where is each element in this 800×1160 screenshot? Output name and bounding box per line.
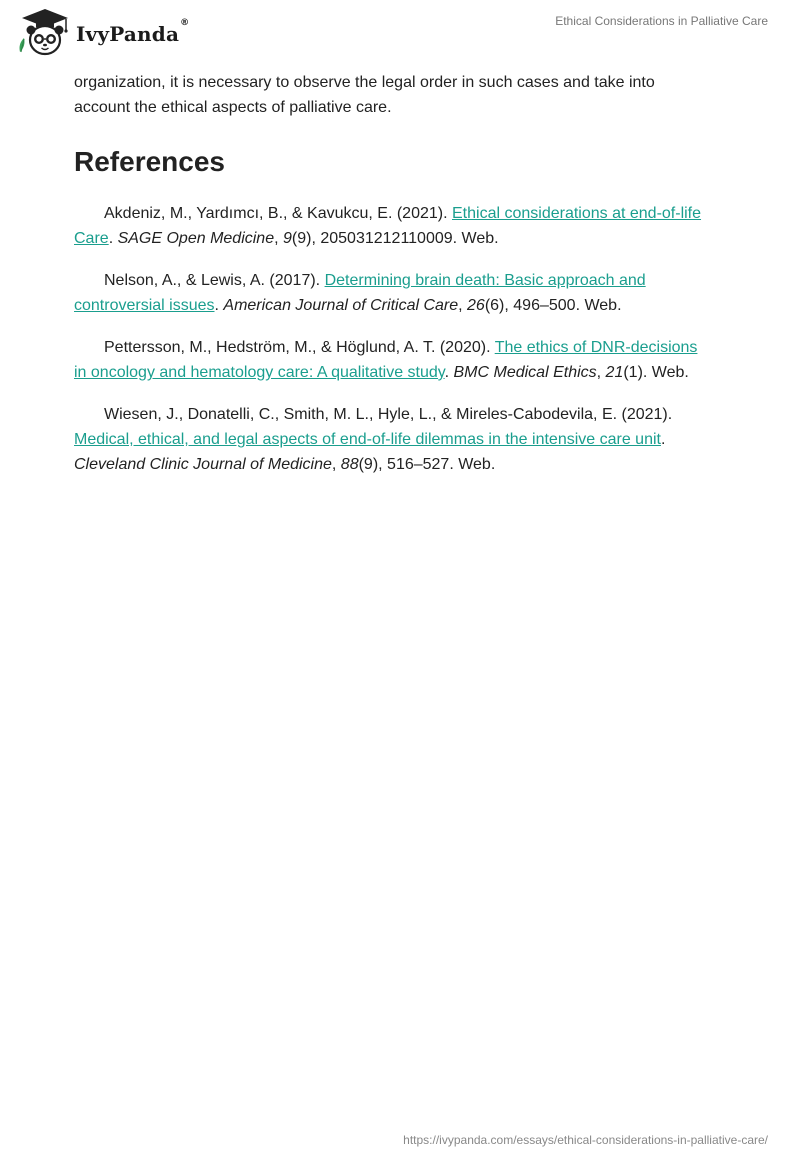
reference-authors: Wiesen, J., Donatelli, C., Smith, M. L., Hyle, L., & Mireles-Cabodevila, E. (2021). [104, 406, 673, 423]
references-list [74, 201, 714, 477]
intro-paragraph: organization, it is necessary to observe the legal order in such cases and take into account the ethical aspects of palliative care. [74, 74, 655, 116]
reference-item [74, 402, 714, 477]
reference-punct: . [214, 297, 224, 314]
document-content [74, 70, 714, 494]
reference-punct: , [458, 297, 468, 314]
reference-punct: . [444, 364, 454, 381]
reference-volume: 26 [467, 297, 485, 314]
references-heading: References [74, 146, 225, 177]
registered-mark: ® [180, 18, 190, 28]
reference-tail: (6), 496–500. Web. [484, 297, 622, 314]
reference-link[interactable]: Determining brain death: Basic approach and controversial issues [74, 272, 646, 314]
reference-link[interactable]: The ethics of DNR-decisions in oncology and hematology care: A qualitative study [74, 339, 698, 381]
reference-punct: . [660, 431, 666, 448]
reference-tail: (9), 205031212110009. Web. [291, 230, 499, 247]
reference-journal: Cleveland Clinic Journal of Medicine [74, 456, 332, 473]
source-url[interactable]: https://ivypanda.com/essays/ethical-considerations-in-palliative-care/ [403, 1133, 768, 1147]
reference-authors: Nelson, A., & Lewis, A. (2017). [104, 272, 325, 289]
document-title: Ethical Considerations in Palliative Care [555, 14, 768, 28]
reference-punct: , [596, 364, 606, 381]
reference-volume: 9 [283, 230, 292, 247]
reference-link[interactable]: Medical, ethical, and legal aspects of end-of-life dilemmas in the intensive care unit [74, 431, 661, 448]
reference-link[interactable]: Ethical considerations at end-of-life Care [74, 205, 702, 247]
reference-punct: , [274, 230, 283, 247]
reference-tail: (9), 516–527. Web. [358, 456, 496, 473]
reference-item [74, 201, 714, 251]
reference-authors: Pettersson, M., Hedström, M., & Höglund, A. T. (2020). [104, 339, 495, 356]
reference-journal: BMC Medical Ethics [453, 364, 597, 381]
page-header [0, 0, 800, 66]
brand-logo[interactable] [14, 8, 189, 58]
reference-tail: (1). Web. [623, 364, 689, 381]
panda-graduate-logo-icon [14, 8, 76, 58]
reference-item [74, 335, 714, 385]
reference-volume: 21 [605, 364, 624, 381]
reference-volume: 88 [340, 456, 359, 473]
reference-item [74, 268, 714, 318]
reference-authors: Akdeniz, M., Yardımcı, B., & Kavukcu, E. (2021). [104, 205, 452, 222]
reference-journal: SAGE Open Medicine [117, 230, 275, 247]
reference-journal: American Journal of Critical Care [223, 297, 459, 314]
reference-punct: . [108, 230, 118, 247]
reference-punct: , [331, 456, 341, 473]
brand-name: IvyPanda® [76, 18, 190, 46]
